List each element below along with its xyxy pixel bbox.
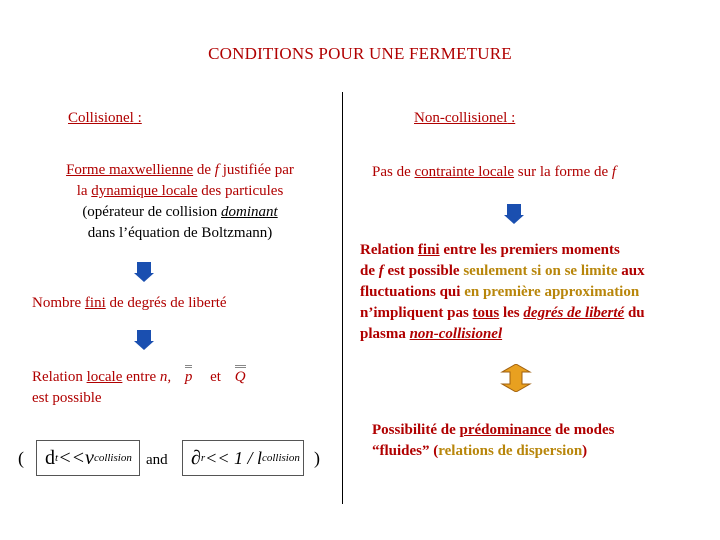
particles-text: des particules bbox=[197, 183, 284, 199]
t-subscript: t bbox=[55, 452, 59, 464]
left-heading-label: Collisionel bbox=[68, 110, 134, 126]
right-b3-line1 bbox=[372, 420, 615, 441]
left-b3-line2: est possible bbox=[32, 390, 102, 406]
heat-flux-tensor-symbol: Q bbox=[235, 365, 246, 385]
local-dynamics-text: dynamique locale bbox=[91, 183, 198, 199]
right-b2-line3 bbox=[360, 282, 715, 303]
partial-symbol: ∂ bbox=[191, 446, 201, 469]
les-text: les bbox=[499, 305, 524, 321]
only-if-limited-text: seulement si on se limite bbox=[463, 263, 618, 279]
column-divider bbox=[342, 92, 343, 504]
open-paren: ( bbox=[18, 448, 24, 468]
right-block-1 bbox=[372, 162, 616, 183]
local-constraint-text: contrainte locale bbox=[414, 164, 515, 180]
left-heading-colon: : bbox=[133, 110, 142, 126]
degrees-of-freedom-text: degrés de liberté bbox=[523, 305, 625, 321]
d-symbol: d bbox=[45, 446, 55, 469]
collision-operator-text: (opérateur de collision bbox=[82, 204, 222, 220]
right-b2-line5 bbox=[360, 324, 715, 345]
f-symbol: f bbox=[378, 263, 384, 279]
left-block-1 bbox=[20, 160, 340, 244]
possible-text: est possible bbox=[383, 263, 464, 279]
fluid-text: “fluides” ( bbox=[372, 443, 439, 459]
left-b1-line2 bbox=[20, 181, 340, 202]
first-approximation-text: en première approximation bbox=[464, 284, 640, 300]
du-text: du bbox=[624, 305, 645, 321]
relation-text: Relation bbox=[32, 369, 87, 385]
aux-text: aux bbox=[617, 263, 645, 279]
et-text: et bbox=[210, 369, 221, 385]
dominant-text: dominant bbox=[221, 204, 278, 220]
entre-text: entre bbox=[122, 369, 160, 385]
right-b3-line2 bbox=[372, 441, 615, 462]
page-title: CONDITIONS POUR UNE FERMETURE bbox=[208, 44, 512, 63]
dispersion-relations-text: relations de dispersion bbox=[438, 443, 583, 459]
left-b3-line1 bbox=[32, 367, 246, 388]
arrow-down-icon bbox=[134, 330, 154, 350]
left-block-3 bbox=[32, 367, 246, 409]
close-paren: ) bbox=[314, 448, 320, 468]
right-b2-line2 bbox=[360, 261, 715, 282]
and-text: and bbox=[146, 452, 168, 468]
left-heading bbox=[68, 110, 142, 127]
nu-relation: <<ν bbox=[58, 446, 94, 469]
moments-text: entre les premiers moments bbox=[439, 242, 620, 258]
r-subscript: r bbox=[200, 452, 206, 464]
right-heading-colon: : bbox=[507, 110, 516, 126]
left-b1-line3 bbox=[20, 202, 340, 223]
la-text: la bbox=[76, 183, 92, 199]
maxwellian-form-text: Forme maxwellienne bbox=[66, 162, 194, 178]
de-text: de bbox=[360, 263, 379, 279]
time-condition-box bbox=[36, 440, 140, 476]
f-symbol: f bbox=[611, 164, 617, 180]
right-heading bbox=[414, 110, 515, 127]
pressure-tensor-symbol: p bbox=[185, 365, 193, 385]
justified-text: justifiée par bbox=[218, 162, 294, 178]
n-symbol: n, bbox=[159, 369, 172, 385]
right-block-2 bbox=[360, 240, 715, 345]
de-text: de bbox=[193, 162, 215, 178]
right-b2-line4 bbox=[360, 303, 715, 324]
arrow-down-icon bbox=[134, 262, 154, 282]
possibility-text: Possibilité de bbox=[372, 422, 460, 438]
right-block-3 bbox=[372, 420, 615, 462]
degrees-of-freedom-text: de degrés de liberté bbox=[105, 295, 227, 311]
f-symbol: f bbox=[214, 162, 219, 178]
right-b2-line1 bbox=[360, 240, 715, 261]
collision-subscript: collision bbox=[93, 452, 132, 464]
left-b1-line4: dans l’équation de Boltzmann) bbox=[87, 225, 273, 241]
finite-text: fini bbox=[84, 295, 106, 311]
arrow-down-icon bbox=[504, 204, 524, 224]
modes-text: de modes bbox=[551, 422, 615, 438]
left-b1-line1 bbox=[20, 160, 340, 181]
pas-de-text: Pas de bbox=[372, 164, 415, 180]
predominance-text: prédominance bbox=[459, 422, 552, 438]
not-imply-text: n’impliquent pas bbox=[360, 305, 473, 321]
number-text: Nombre bbox=[32, 295, 85, 311]
close-paren-text: ) bbox=[582, 443, 588, 459]
all-text: tous bbox=[472, 305, 500, 321]
fluctuations-text: fluctuations qui bbox=[360, 284, 465, 300]
finite-text: fini bbox=[417, 242, 440, 258]
non-collisional-text: non-collisionel bbox=[409, 326, 503, 342]
form-text: sur la forme de bbox=[514, 164, 612, 180]
space-condition-box bbox=[182, 440, 304, 476]
left-block-2 bbox=[32, 293, 227, 314]
relation-text: Relation bbox=[360, 242, 418, 258]
mean-free-path-relation: << 1 / l bbox=[205, 447, 262, 468]
right-heading-label: Non-collisionel bbox=[414, 110, 508, 126]
local-text: locale bbox=[86, 369, 123, 385]
double-arrow-icon bbox=[500, 364, 532, 392]
collision-subscript: collision bbox=[261, 452, 300, 464]
plasma-text: plasma bbox=[360, 326, 410, 342]
